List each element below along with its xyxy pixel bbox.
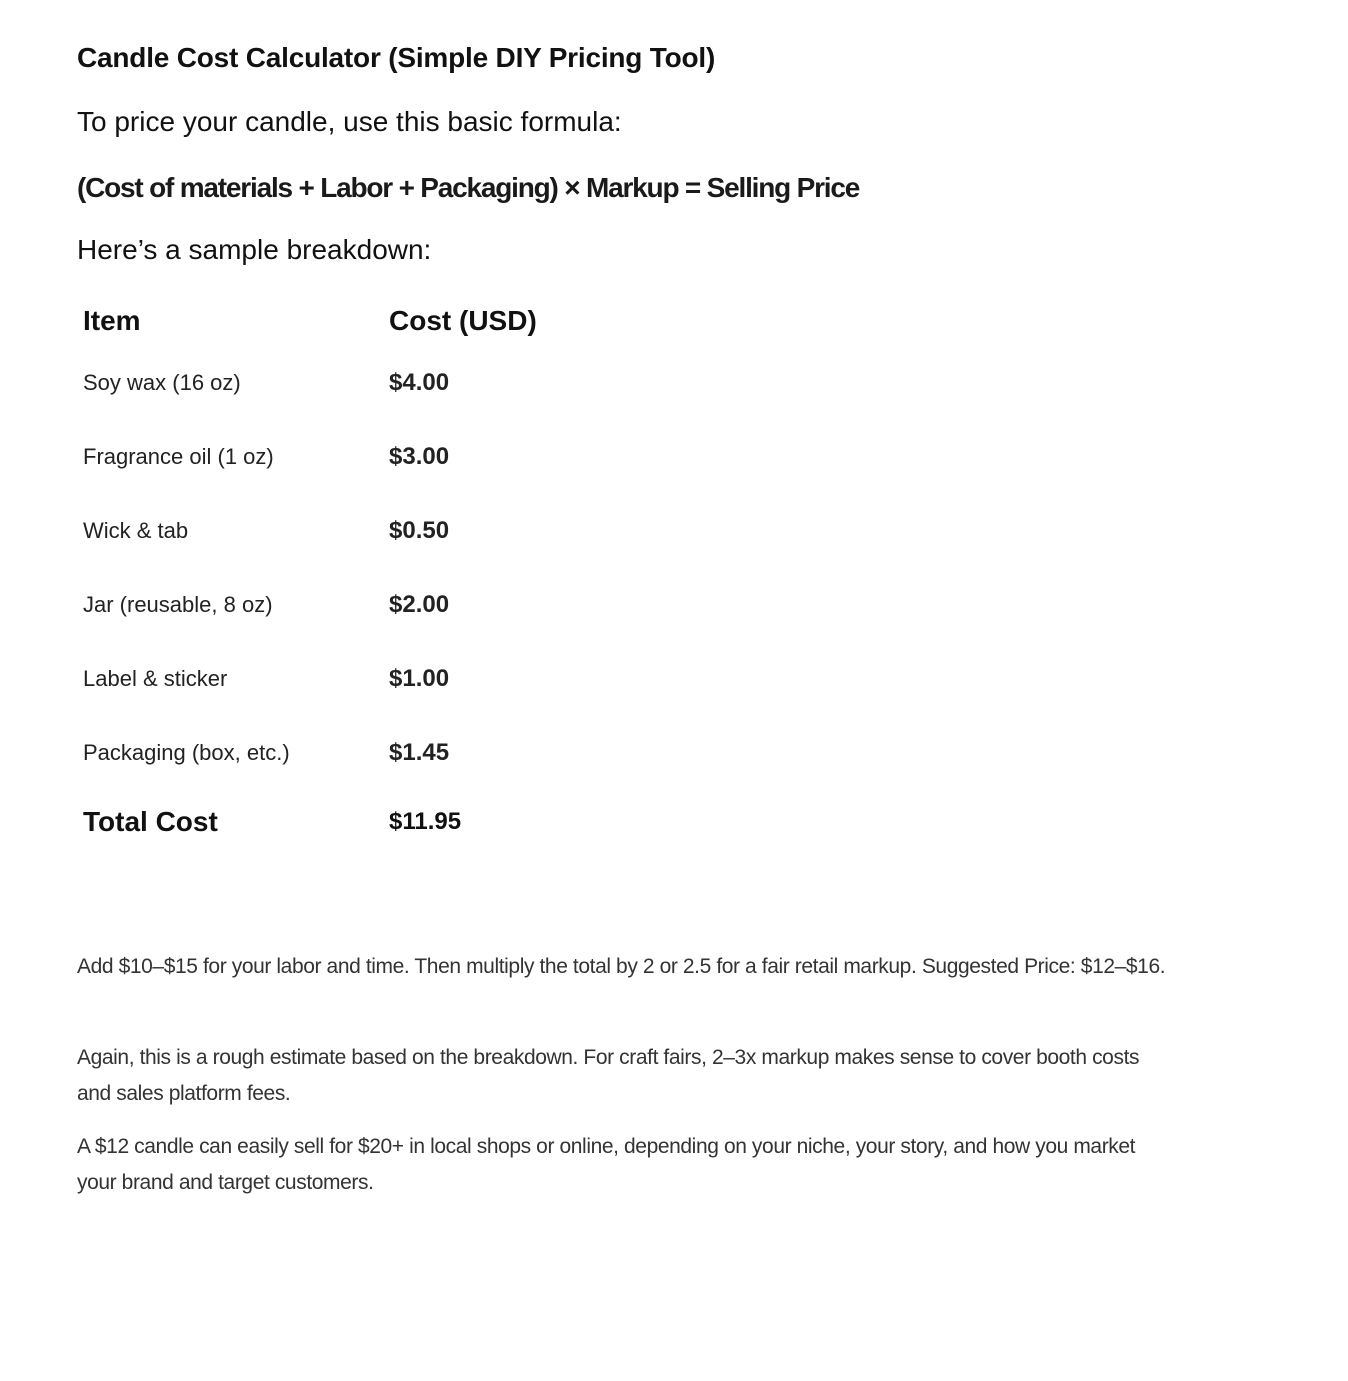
total-row [77,790,689,854]
sample-breakdown-label: Here’s a sample breakdown: [77,234,432,265]
total-cost: $11.95 [389,808,462,835]
note-paragraph-retail: A $12 candle can easily sell for $20+ in local shops or online, depending on your niche, your story, and how you market your brand and target customers. [77,1135,1136,1194]
row-cost: $4.00 [389,369,450,396]
table-row [77,346,689,420]
note-paragraph-labor: Add $10–$15 for your labor and time. Then multiply the total by 2 or 2.5 for a fair retail markup. Suggested Price: $12–$16. [77,955,1166,978]
cost-breakdown-table [77,296,689,854]
row-item: Wick & tab [83,518,189,543]
column-header-item: Item [83,305,141,336]
table-row [77,568,689,642]
table-header-row [77,296,689,346]
document-title: Candle Cost Calculator (Simple DIY Pricing Tool) [77,42,716,73]
note-paragraph-markup: Again, this is a rough estimate based on the breakdown. For craft fairs, 2–3x markup makes sense to cover booth costs and sales platform fees. [77,1046,1140,1105]
total-label: Total Cost [83,806,218,837]
row-item: Jar (reusable, 8 oz) [83,592,273,617]
row-item: Packaging (box, etc.) [83,740,290,765]
row-cost: $1.00 [389,665,450,692]
row-cost: $0.50 [389,517,450,544]
table-row [77,420,689,494]
row-item: Fragrance oil (1 oz) [83,444,274,469]
table-row [77,494,689,568]
row-cost: $2.00 [389,591,450,618]
row-item: Soy wax (16 oz) [83,370,241,395]
row-cost: $1.45 [389,739,450,766]
column-header-cost: Cost (USD) [389,305,537,336]
row-cost: $3.00 [389,443,450,470]
intro-text: To price your candle, use this basic formula: [77,106,622,137]
table-row [77,642,689,716]
pricing-formula: (Cost of materials + Labor + Packaging) × Markup = Selling Price [77,172,860,203]
row-item: Label & sticker [83,666,228,691]
table-row [77,716,689,790]
